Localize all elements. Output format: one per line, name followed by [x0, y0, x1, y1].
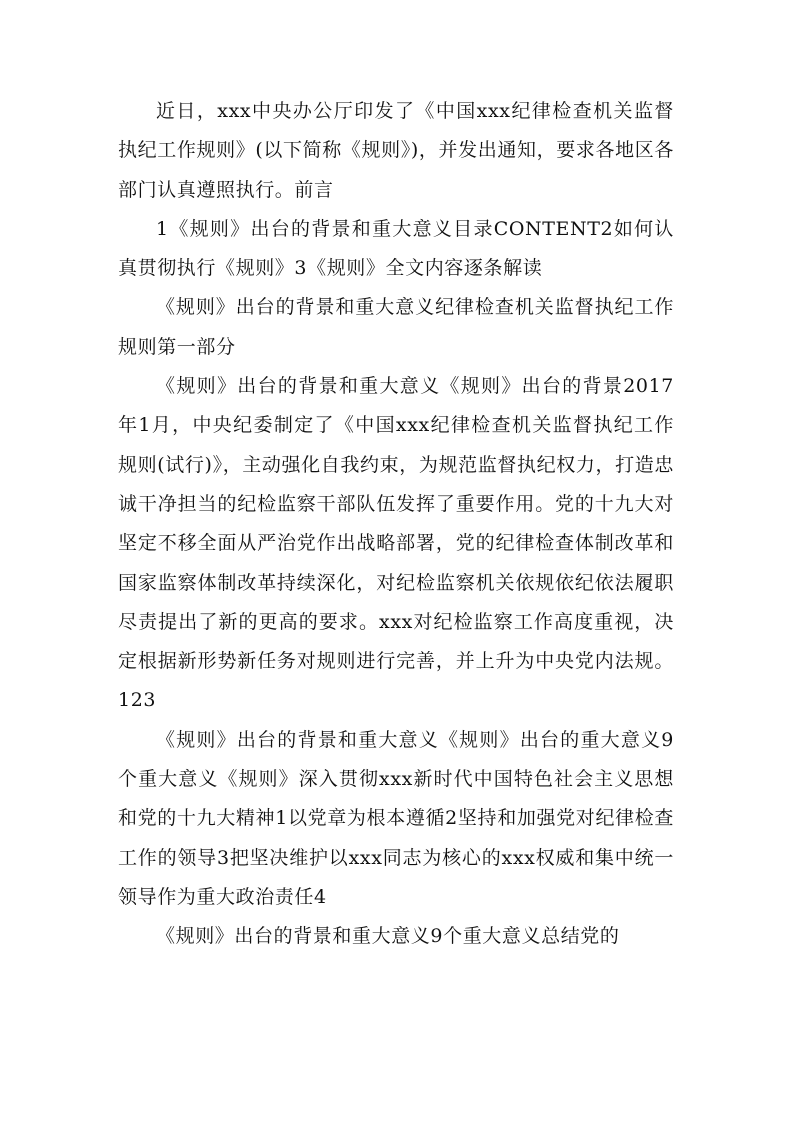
paragraph-contents: 1《规则》出台的背景和重大意义目录CONTENT2如何认真贯彻执行《规则》3《规则》全文内容逐条解读 — [118, 217, 674, 280]
paragraph-intro: 近日，xxx中央办公厅印发了《中国xxx纪律检查机关监督执纪工作规则》(以下简称《规则》)，并发出通知，要求各地区各部门认真遵照执行。前言 — [118, 100, 674, 201]
paragraph-background: 《规则》出台的背景和重大意义《规则》出台的背景2017年1月，中央纪委制定了《中国xxx纪律检查机关监督执纪工作规则(试行)》，主动强化自我约束，为规范监督执纪权力，打造忠诚干净担当的纪检监察干部队伍发挥了重要作用。党的十九大对坚定不移全面从严治党作出战略部署，党的纪律检查体制改革和国家监察体制改革持续深化，对纪检监察机关依规依纪依法履职尽责提出了新的更高的要求。xxx对纪检监察工作高度重视，决定根据新形势新任务对规则进行完善，并上升为中央党内法规。123 — [118, 375, 674, 712]
paragraph-significance-summary: 《规则》出台的背景和重大意义9个重大意义总结党的 — [156, 925, 620, 948]
paragraph-significance: 《规则》出台的背景和重大意义《规则》出台的重大意义9个重大意义《规则》深入贯彻xxx新时代中国特色社会主义思想和党的十九大精神1以党章为根本遵循2坚持和加强党对纪律检查工作的领导3把坚决维护以xxx同志为核心的xxx权威和集中统一领导作为重大政治责任4 — [118, 728, 674, 908]
document-page — [118, 92, 674, 957]
paragraph-part-one-heading: 《规则》出台的背景和重大意义纪律检查机关监督执纪工作规则第一部分 — [118, 296, 674, 358]
